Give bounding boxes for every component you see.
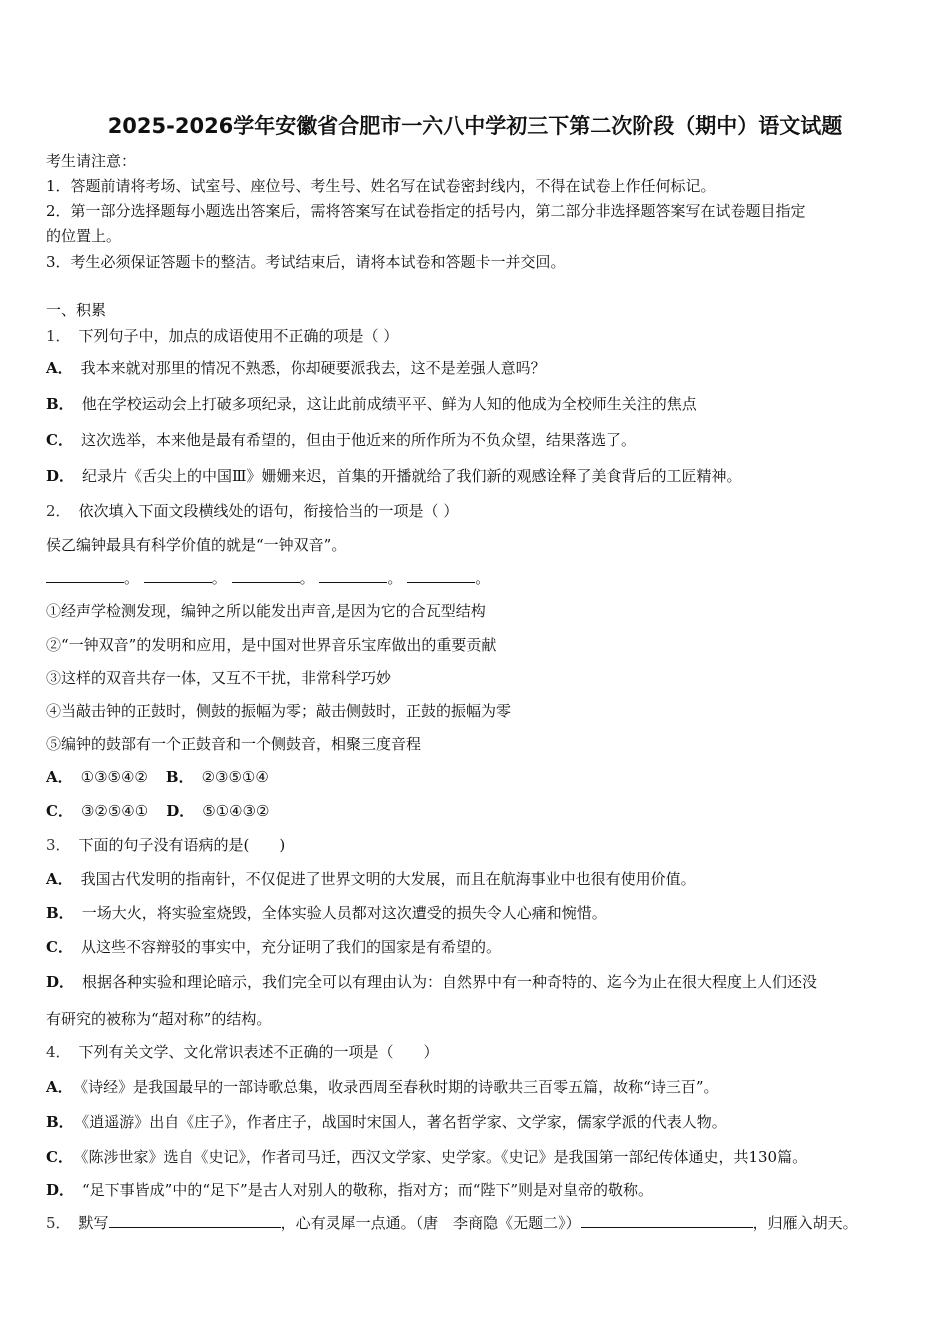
- option: [46, 972, 817, 992]
- option-label: D．: [166, 802, 195, 820]
- option-label: C．: [46, 802, 73, 820]
- question-text: 下列有关文学、文化常识表述不正确的一项是（ ）: [78, 1043, 439, 1061]
- notice-item: 3．考生必须保证答题卡的整洁。考试结束后，请将本试卷和答题卡一并交回。: [46, 253, 566, 271]
- option: [46, 1147, 807, 1167]
- option-text: 纪录片《舌尖上的中国Ⅲ》姗姗来迟，首集的开播就给了我们新的观感诠释了美食背后的工匠精神。: [82, 467, 742, 485]
- option: [46, 394, 697, 414]
- blank-line[interactable]: [46, 568, 124, 583]
- page-title: 2025-2026学年安徽省合肥市一六八中学初三下第二次阶段（期中）语文试题: [107, 114, 843, 138]
- option-label: A．: [46, 870, 73, 888]
- option-text: 《逍遥游》出自《庄子》，作者庄子，战国时宋国人，著名哲学家、文学家，儒家学派的代表人物。: [81, 1113, 727, 1131]
- question-text: 下列句子中，加点的成语使用不正确的项是（ ）: [78, 327, 399, 345]
- punct: 。: [124, 569, 140, 587]
- notice-item: 1．答题前请将考场、试室号、座位号、考生号、姓名写在试卷密封线内，不得在试卷上作任何标记。: [46, 177, 716, 195]
- question-5: [46, 1213, 858, 1233]
- option-row: [46, 801, 269, 821]
- sentence-item: ③这样的双音共存一体，又互不干扰，非常科学巧妙: [46, 669, 392, 687]
- sentence-item: ②“一钟双音”的发明和应用，是中国对世界音乐宝库做出的重要贡献: [46, 636, 497, 654]
- option-label: D．: [46, 467, 75, 485]
- punct: 。: [387, 569, 403, 587]
- option-text: 一场大火，将实验室烧毁，全体实验人员都对这次遭受的损失令人心痛和惋惜。: [81, 904, 607, 922]
- option-label: A．: [46, 359, 73, 377]
- option-label: C．: [46, 1148, 73, 1166]
- question-2-stem: [46, 501, 458, 521]
- question-text: 默写: [78, 1214, 109, 1232]
- option-text: 我本来就对那里的情况不熟悉，你却硬要派我去，这不是差强人意吗？: [80, 359, 546, 377]
- blank-line[interactable]: [319, 568, 387, 583]
- option-text: ③②⑤④①: [80, 802, 149, 820]
- option-label: B．: [165, 768, 194, 786]
- option: [46, 869, 696, 889]
- option: [46, 1180, 653, 1200]
- question-3-stem: [46, 835, 285, 855]
- blank-line[interactable]: [144, 568, 212, 583]
- notice-item: 的位置上。: [46, 227, 122, 245]
- option-label: A．: [46, 768, 73, 786]
- option-label: B．: [46, 1113, 74, 1131]
- option: [46, 466, 742, 486]
- question-text: ，心有灵犀一点通。（唐 李商隐《无题二》）: [280, 1214, 581, 1232]
- punct: 。: [211, 569, 227, 587]
- question-number: 1．: [46, 327, 71, 345]
- option-label: B．: [46, 395, 74, 413]
- blank-line[interactable]: [109, 1213, 281, 1228]
- option-text: ⑤①④③②: [202, 802, 270, 820]
- option-text: ①③⑤④②: [80, 768, 148, 786]
- question-text: ，归雁入胡天。: [752, 1214, 858, 1232]
- option-row: [46, 767, 269, 787]
- punct: 。: [475, 569, 491, 587]
- option-label: B．: [46, 904, 74, 922]
- notice-item: 2．第一部分选择题每小题选出答案后，需将答案写在试卷指定的括号内，第二部分非选择题答案写在试卷题目指定: [46, 202, 806, 220]
- question-1-stem: [46, 326, 398, 346]
- sentence-item: ①经声学检测发现，编钟之所以能发出声音,是因为它的合瓦型结构: [46, 602, 486, 620]
- option-label: A．: [46, 1078, 73, 1096]
- option-text: 根据各种实验和理论暗示，我们完全可以有理由认为：自然界中有一种奇特的、迄今为止在很大程度上人们还没: [82, 973, 818, 991]
- option-label: C．: [46, 431, 73, 449]
- section-heading: 一、积累: [46, 301, 107, 319]
- blank-line[interactable]: [581, 1213, 753, 1228]
- blank-line[interactable]: [232, 568, 300, 583]
- option: [46, 358, 546, 378]
- option-text: ②③⑤①④: [201, 768, 269, 786]
- blank-line[interactable]: [407, 568, 475, 583]
- option-text: 他在学校运动会上打破多项纪录，这让此前成绩平平、鲜为人知的他成为全校师生关注的焦点: [81, 395, 697, 413]
- question-number: 2．: [46, 502, 71, 520]
- sentence-item: ⑤编钟的鼓部有一个正鼓音和一个侧鼓音，相聚三度音程: [46, 735, 422, 753]
- passage: 侯乙编钟最具有科学价值的就是“一钟双音”。: [46, 536, 347, 554]
- option-text: 《陈涉世家》选自《史记》，作者司马迁，西汉文学家、史学家。《史记》是我国第一部纪传体通史，共130篇。: [80, 1148, 808, 1166]
- option-continuation: 有研究的被称为“超对称”的结构。: [46, 1010, 272, 1028]
- question-number: 5．: [46, 1214, 71, 1232]
- option: [46, 937, 501, 957]
- question-text: 依次填入下面文段横线处的语句，衔接恰当的一项是（ ）: [78, 502, 459, 520]
- punct: 。: [299, 569, 315, 587]
- question-text: 下面的句子没有语病的是( ): [78, 836, 286, 854]
- option: [46, 903, 607, 923]
- option-label: C．: [46, 938, 73, 956]
- option: [46, 430, 636, 450]
- fill-blanks: [46, 568, 490, 588]
- question-number: 3．: [46, 836, 71, 854]
- option-text: 《诗经》是我国最早的一部诗歌总集，收录西周至春秋时期的诗歌共三百零五篇，故称“诗三百”。: [80, 1078, 719, 1096]
- sentence-item: ④当敲击钟的正鼓时，侧鼓的振幅为零；敲击侧鼓时，正鼓的振幅为零: [46, 702, 512, 720]
- option-text: 这次选举，本来他是最有希望的，但由于他近来的所作所为不负众望，结果落选了。: [80, 431, 636, 449]
- question-4-stem: [46, 1042, 439, 1062]
- option: [46, 1112, 727, 1132]
- option-text: 我国古代发明的指南针，不仅促进了世界文明的大发展，而且在航海事业中也很有使用价值。: [80, 870, 696, 888]
- option: [46, 1077, 718, 1097]
- option-text: 从这些不容辩驳的事实中，充分证明了我们的国家是有希望的。: [80, 938, 501, 956]
- option-label: D．: [46, 1181, 75, 1199]
- option-text: “足下事皆成”中的“足下”是古人对别人的敬称，指对方；而“陛下”则是对皇帝的敬称。: [82, 1181, 654, 1199]
- notice-heading: 考生请注意：: [46, 152, 137, 170]
- option-label: D．: [46, 973, 75, 991]
- question-number: 4．: [46, 1043, 71, 1061]
